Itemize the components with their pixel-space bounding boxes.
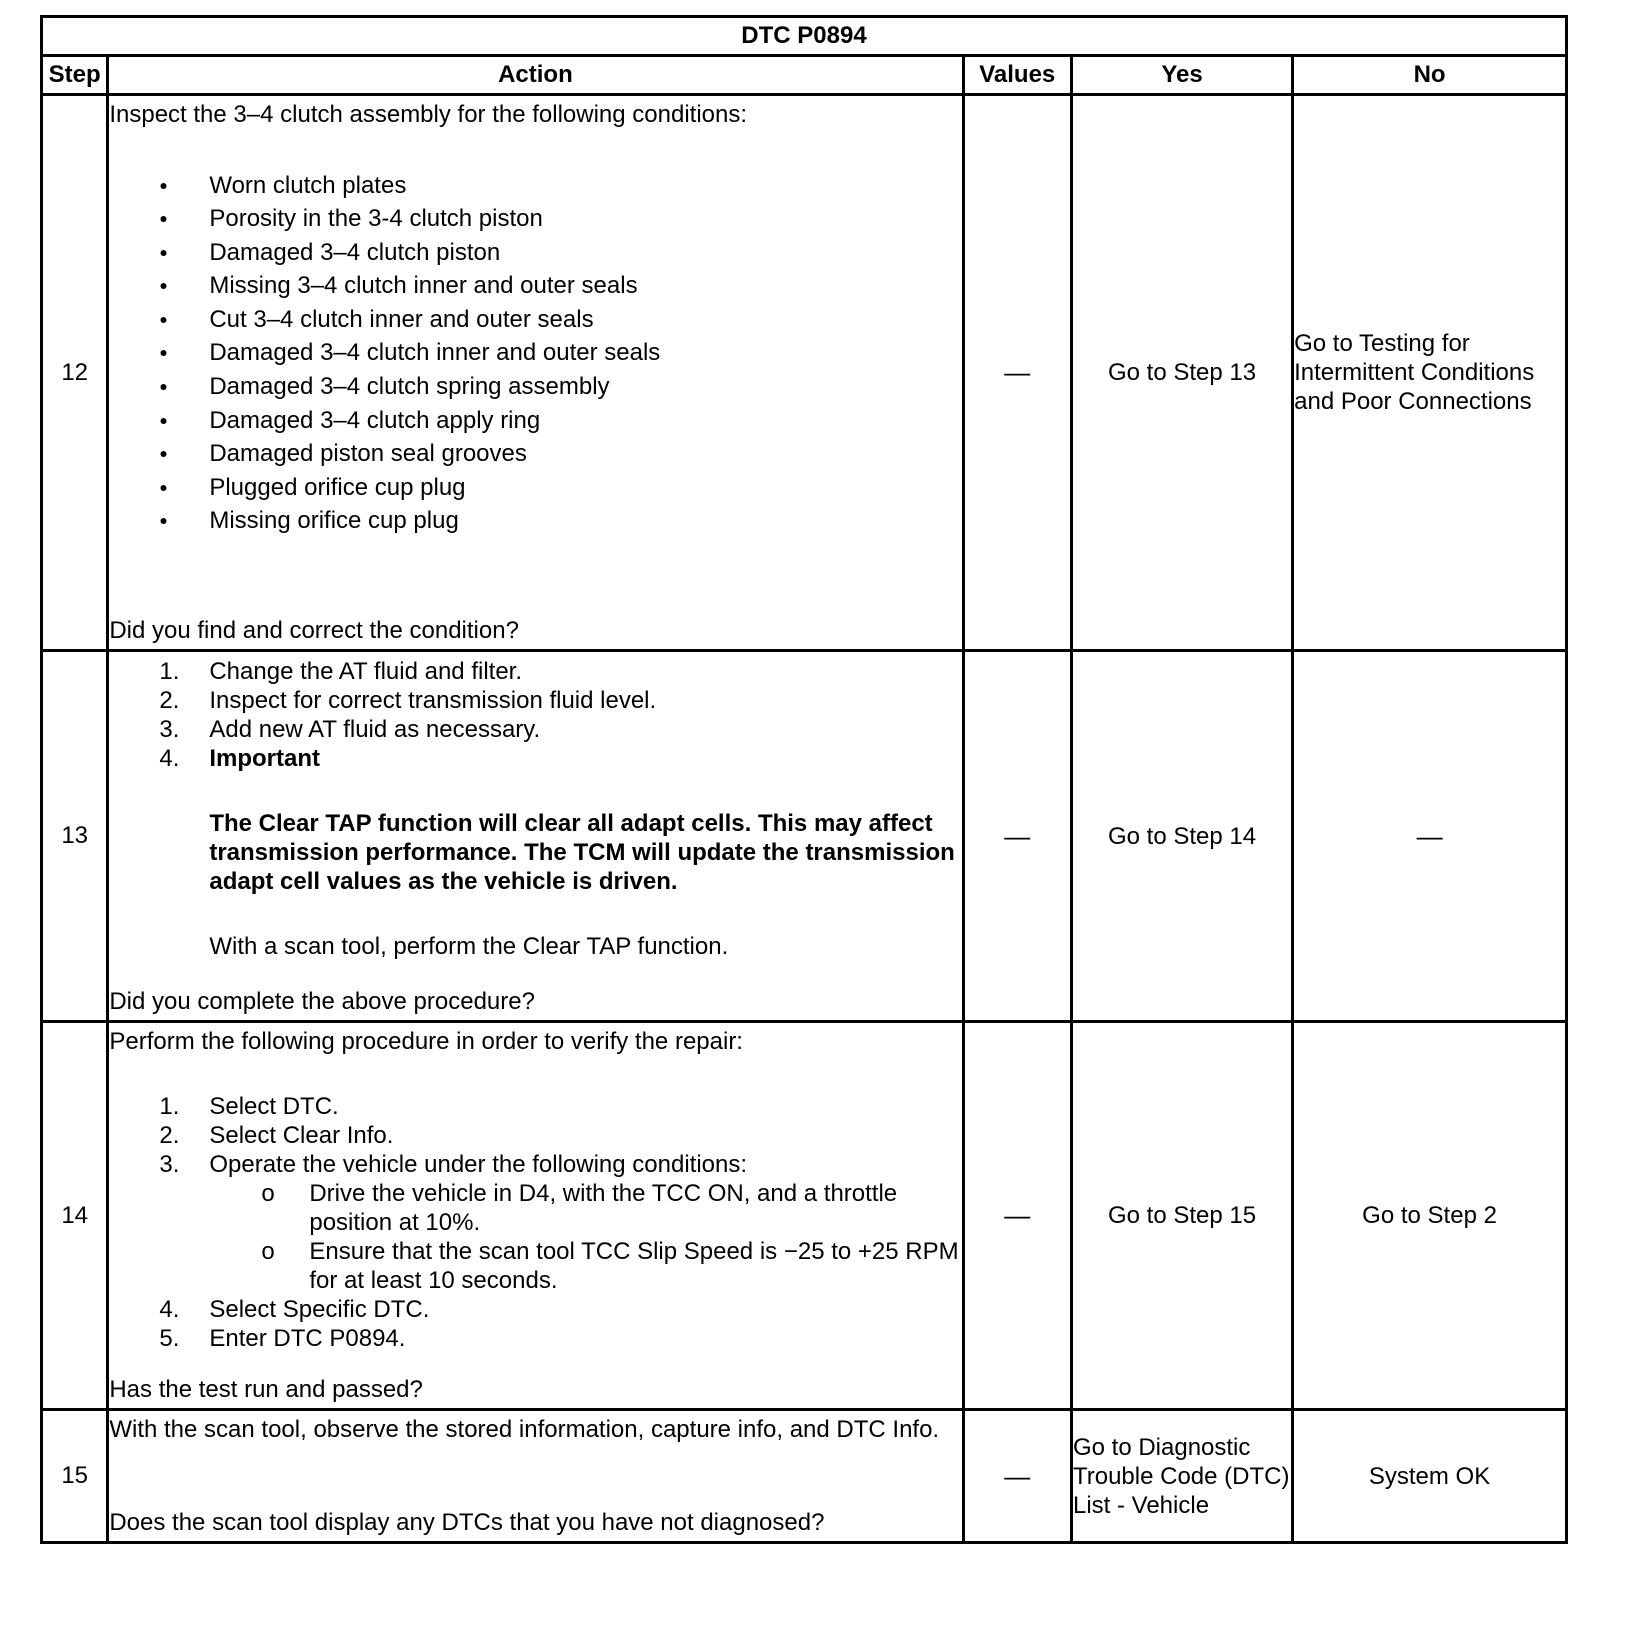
action-intro: Perform the following procedure in order to verify the repair: [109, 1027, 743, 1055]
yes-cell: Go to Diagnostic Trouble Code (DTC) List - Vehicle [1071, 1410, 1292, 1543]
header-no: No [1293, 56, 1567, 95]
action-intro: With the scan tool, observe the stored information, capture info, and DTC Info. [109, 1415, 940, 1443]
list-item: ● Missing orifice cup plug [109, 504, 961, 538]
list-item: ● Damaged 3–4 clutch apply ring [109, 404, 961, 438]
values-cell: — [963, 1410, 1071, 1543]
action-question: Has the test run and passed? [109, 1375, 423, 1403]
list-item: ● Damaged 3–4 clutch inner and outer seals [109, 336, 961, 370]
header-step: Step [42, 56, 108, 95]
step-number: 15 [42, 1410, 108, 1543]
list-item: ● Damaged 3–4 clutch spring assembly [109, 370, 961, 404]
list-item: 1. Change the AT fluid and filter. [159, 657, 522, 685]
step-number: 14 [42, 1022, 108, 1410]
values-cell: — [963, 1022, 1071, 1410]
yes-cell: Go to Step 14 [1071, 651, 1292, 1022]
action-cell [108, 1410, 963, 1543]
list-item: ● Missing 3–4 clutch inner and outer seals [109, 269, 961, 303]
instruction-text: With a scan tool, perform the Clear TAP function. [209, 932, 729, 960]
action-cell [108, 95, 963, 651]
action-intro: Inspect the 3–4 clutch assembly for the following conditions: [109, 100, 748, 128]
yes-cell: Go to Step 15 [1071, 1022, 1292, 1410]
table-row-step-14 [42, 1022, 1567, 1410]
important-note: The Clear TAP function will clear all adapt cells. This may affect transmission performance. The TCM will update the transmission adapt cell values as the vehicle is driven. [209, 809, 955, 895]
table-row-step-13 [42, 651, 1567, 1022]
list-item: 2. Inspect for correct transmission fluid level. [159, 686, 657, 714]
table-title: DTC P0894 [42, 17, 1567, 56]
table-row-step-15 [42, 1410, 1567, 1543]
header-action: Action [108, 56, 963, 95]
no-cell: System OK [1293, 1410, 1567, 1543]
list-item: o Drive the vehicle in D4, with the TCC ON, and a throttle position at 10%. [209, 1179, 961, 1237]
list-item: ● Damaged 3–4 clutch piston [109, 236, 961, 270]
action-cell [108, 1022, 963, 1410]
list-item: ● Damaged piston seal grooves [109, 437, 961, 471]
list-item: 1. Select DTC. [159, 1092, 339, 1120]
list-item: ● Porosity in the 3-4 clutch piston [109, 202, 961, 236]
action-question: Does the scan tool display any DTCs that you have not diagnosed? [109, 1508, 825, 1536]
no-cell: Go to Testing for Intermittent Conditions and Poor Connections [1293, 95, 1567, 651]
list-item: ● Cut 3–4 clutch inner and outer seals [109, 303, 961, 337]
list-item: 3. Operate the vehicle under the following conditions: o Drive the vehicle in D4, with the TCC ON, and a throttle position at 10%. o Ensure that the scan tool TCC Slip Speed is −25 to +25 RPM for at least 10 seconds. [109, 1150, 961, 1295]
header-values: Values [963, 56, 1071, 95]
procedure-list [109, 657, 961, 773]
yes-cell: Go to Step 13 [1071, 95, 1292, 651]
header-yes: Yes [1071, 56, 1292, 95]
values-cell: — [963, 95, 1071, 651]
list-item: 4. Select Specific DTC. [159, 1295, 430, 1323]
no-cell: Go to Step 2 [1293, 1022, 1567, 1410]
sub-condition-list [209, 1179, 961, 1295]
no-cell: — [1293, 651, 1567, 1022]
values-cell: — [963, 651, 1071, 1022]
condition-list [109, 169, 961, 539]
step-number: 12 [42, 95, 108, 651]
list-item: 5. Enter DTC P0894. [159, 1324, 406, 1352]
action-cell [108, 651, 963, 1022]
table-row-step-12 [42, 95, 1567, 651]
step-number: 13 [42, 651, 108, 1022]
list-item: 2. Select Clear Info. [159, 1121, 394, 1149]
action-question: Did you complete the above procedure? [109, 987, 535, 1015]
list-item: 4. Important [159, 744, 321, 772]
list-item: ● Worn clutch plates [109, 169, 961, 203]
dtc-table [40, 15, 1568, 1544]
list-item: ● Plugged orifice cup plug [109, 471, 961, 505]
list-item: 3. Add new AT fluid as necessary. [159, 715, 541, 743]
action-question: Did you find and correct the condition? [109, 616, 519, 644]
procedure-list [109, 1092, 961, 1353]
list-item: o Ensure that the scan tool TCC Slip Speed is −25 to +25 RPM for at least 10 seconds. [209, 1237, 961, 1295]
